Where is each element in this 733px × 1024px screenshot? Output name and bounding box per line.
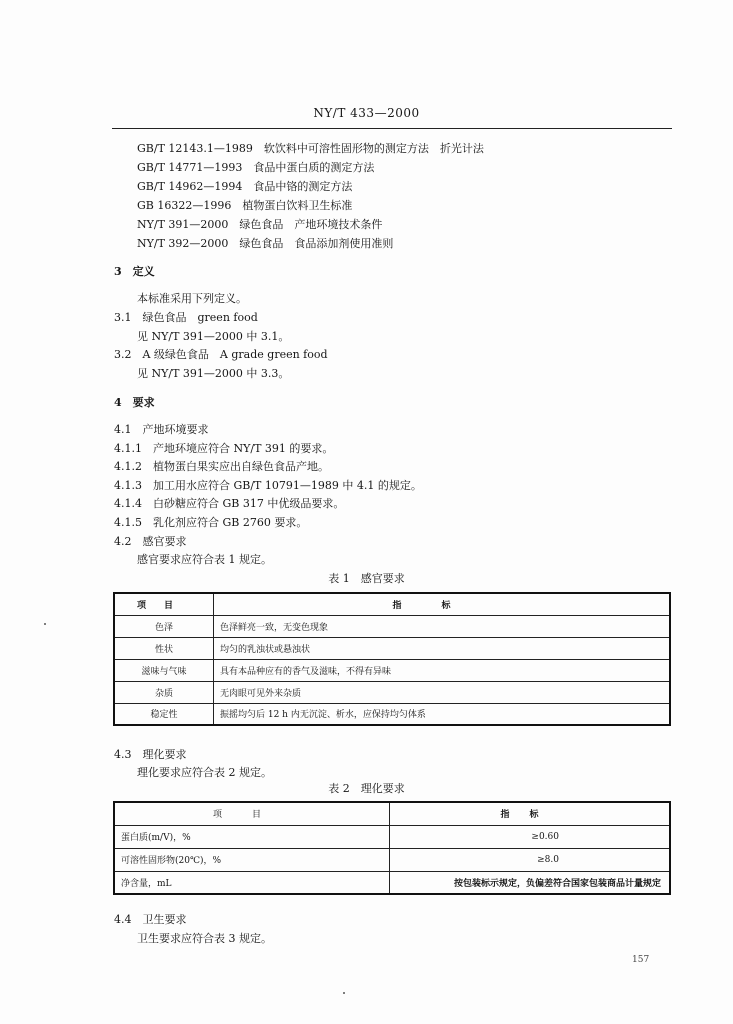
section-3-title: 3 定义	[114, 265, 155, 278]
table-cell: 色泽	[114, 615, 214, 637]
table-row	[114, 659, 670, 681]
table-cell: 无肉眼可见外来杂质	[214, 681, 671, 703]
table-cell: ≥0.60	[390, 825, 671, 848]
table-header-cell: 项目	[114, 593, 214, 615]
table-cell: 性状	[114, 637, 214, 659]
clause-4-2: 4.2 感官要求	[114, 535, 187, 548]
scan-speck	[343, 992, 345, 994]
table-cell: 蛋白质(m/V)，%	[114, 825, 390, 848]
table-2-caption: 表 2 理化要求	[328, 782, 405, 795]
table-header-cell: 指标	[390, 802, 671, 825]
clause-4-1: 4.1 产地环境要求	[114, 423, 209, 436]
ref-item: GB/T 12143.1—1989 软饮料中可溶性固形物的测定方法 折光计法	[137, 142, 484, 155]
ref-item: GB/T 14771—1993 食品中蛋白质的测定方法	[137, 161, 375, 174]
clause-4-4-text: 卫生要求应符合表 3 规定。	[137, 932, 272, 945]
table-row	[114, 637, 670, 659]
table-row	[114, 703, 670, 725]
clause-4-4: 4.4 卫生要求	[114, 913, 187, 926]
table-1-caption: 表 1 感官要求	[328, 572, 405, 585]
clause-4-3: 4.3 理化要求	[114, 748, 187, 761]
table-header-cell: 项目	[114, 802, 390, 825]
table-row	[114, 615, 670, 637]
table-row	[114, 681, 670, 703]
table-cell: 按包装标示规定，负偏差符合国家包装商品计量规定	[390, 871, 671, 894]
table-header-row	[114, 802, 670, 825]
table-header-cell: 指标	[214, 593, 671, 615]
ref-item: GB 16322—1996 植物蛋白饮料卫生标准	[137, 199, 353, 212]
table-cell: 具有本品种应有的香气及滋味，不得有异味	[214, 659, 671, 681]
table-cell: 振摇均匀后 12 h 内无沉淀、析水，应保持均匀体系	[214, 703, 671, 725]
ref-item: NY/T 392—2000 绿色食品 食品添加剂使用准则	[137, 237, 394, 250]
clause-4-1-3: 4.1.3 加工用水应符合 GB/T 10791—1989 中 4.1 的规定。	[114, 479, 422, 492]
definition-3-1: 3.1 绿色食品 green food	[114, 311, 258, 324]
definition-3-2: 3.2 A 级绿色食品 A grade green food	[114, 348, 328, 361]
section-4-title: 4 要求	[114, 396, 155, 409]
ref-item: NY/T 391—2000 绿色食品 产地环境技术条件	[137, 218, 383, 231]
clause-4-1-5: 4.1.5 乳化剂应符合 GB 2760 要求。	[114, 516, 308, 529]
table-cell: 滋味与气味	[114, 659, 214, 681]
clause-4-1-4: 4.1.4 白砂糖应符合 GB 317 中优级品要求。	[114, 497, 345, 510]
table-cell: 净含量，mL	[114, 871, 390, 894]
clause-4-3-text: 理化要求应符合表 2 规定。	[137, 766, 272, 779]
table-header-row	[114, 593, 670, 615]
ref-item: GB/T 14962—1994 食品中铬的测定方法	[137, 180, 353, 193]
clause-4-1-1: 4.1.1 产地环境应符合 NY/T 391 的要求。	[114, 442, 334, 455]
table-row	[114, 848, 670, 871]
definition-3-2-ref: 见 NY/T 391—2000 中 3.3。	[137, 367, 290, 380]
running-header: NY/T 433—2000	[313, 106, 420, 120]
table-cell: 可溶性固形物(20℃)，%	[114, 848, 390, 871]
table-cell: ≥8.0	[390, 848, 671, 871]
definition-3-1-ref: 见 NY/T 391—2000 中 3.1。	[137, 330, 290, 343]
clause-4-1-2: 4.1.2 植物蛋白果实应出自绿色食品产地。	[114, 460, 329, 473]
page-number: 157	[632, 955, 650, 965]
clause-4-2-text: 感官要求应符合表 1 规定。	[137, 553, 272, 566]
section-3-intro: 本标准采用下列定义。	[137, 292, 247, 305]
scan-speck	[44, 623, 46, 625]
physicochemical-requirements-table	[113, 801, 671, 895]
header-rule	[112, 128, 672, 129]
table-cell: 色泽鲜亮一致，无变色现象	[214, 615, 671, 637]
table-row	[114, 825, 670, 848]
sensory-requirements-table	[113, 592, 671, 726]
table-row	[114, 871, 670, 894]
table-cell: 均匀的乳浊状或悬浊状	[214, 637, 671, 659]
table-cell: 杂质	[114, 681, 214, 703]
table-cell: 稳定性	[114, 703, 214, 725]
